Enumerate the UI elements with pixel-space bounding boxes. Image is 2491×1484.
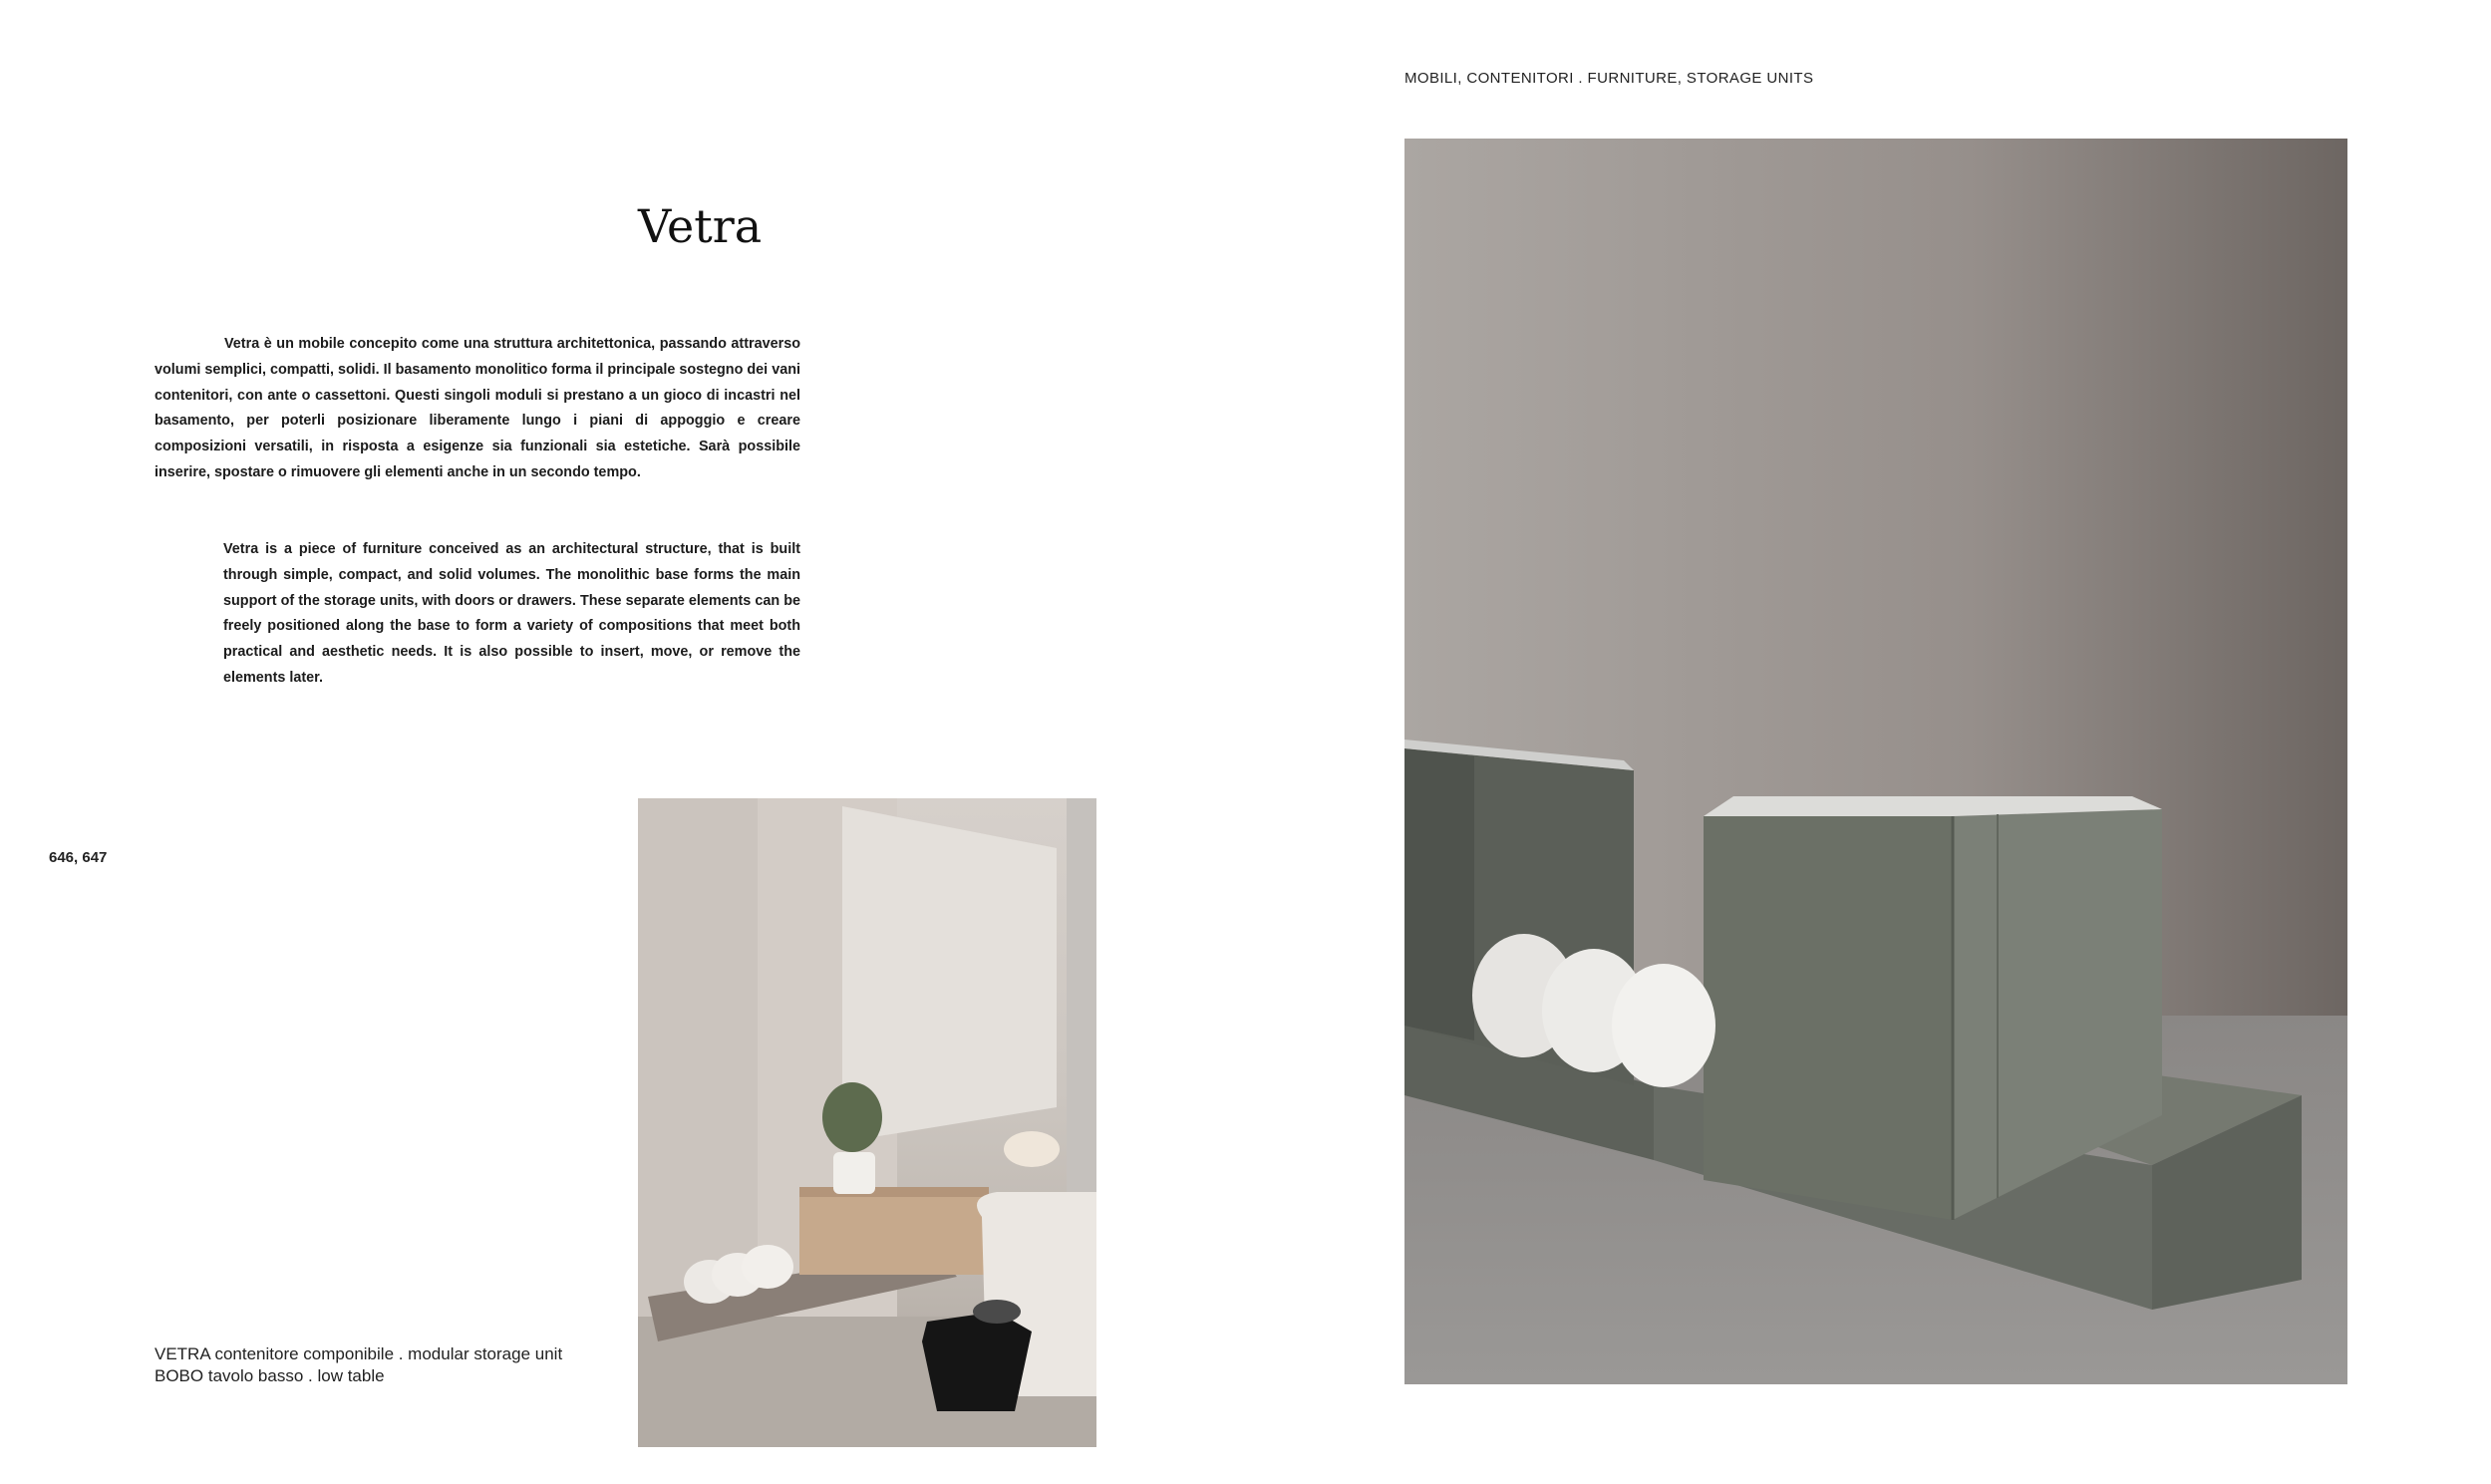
caption-line-table: BOBO tavolo basso . low table	[155, 1366, 385, 1385]
product-scene	[1404, 139, 2347, 1384]
product-photo	[1404, 139, 2347, 1384]
interior-photo	[638, 798, 1096, 1447]
description-italian: Vetra è un mobile concepito come una struttura architettonica, passando attraverso volumi semplici, compatti, solidi. Il basamento monolitico forma il principale sostegno dei vani contenitori, con ante o cassettoni. Questi singoli moduli si prestano a un gioco di incastri nel basamento, per poterli posizionare liberamente lungo i piani di appoggio e creare composizioni versatili, in risposta a esigenze sia funzionali sia estetiche. Sarà possibile inserire, spostare o rimuovere gli elementi anche in un secondo tempo.	[155, 336, 800, 480]
category-label: MOBILI, CONTENITORI . FURNITURE, STORAGE UNITS	[1404, 70, 1814, 87]
caption-line-storage: VETRA contenitore componibile . modular storage unit	[155, 1344, 563, 1363]
interior-scene	[638, 798, 1096, 1447]
wall-artwork	[842, 806, 1057, 1142]
black-side-table	[922, 1312, 1032, 1411]
page-numbers: 646, 647	[49, 849, 108, 866]
description-english: Vetra is a piece of furniture conceived as an architectural structure, that is built through simple, compact, and solid volumes. The monolithic base forms the main support of the storage units, with doors or drawers. These separate elements can be freely positioned along the base to form a variety of compositions that meet both practical and aesthetic needs. It is also possible to insert, move, or remove the elements later.	[223, 541, 800, 686]
photo-caption	[155, 1343, 562, 1387]
plant-pot	[833, 1152, 875, 1194]
main-cabinet	[1704, 816, 1953, 1220]
wood-cabinet	[799, 1197, 989, 1275]
page-title: Vetra	[638, 199, 763, 253]
